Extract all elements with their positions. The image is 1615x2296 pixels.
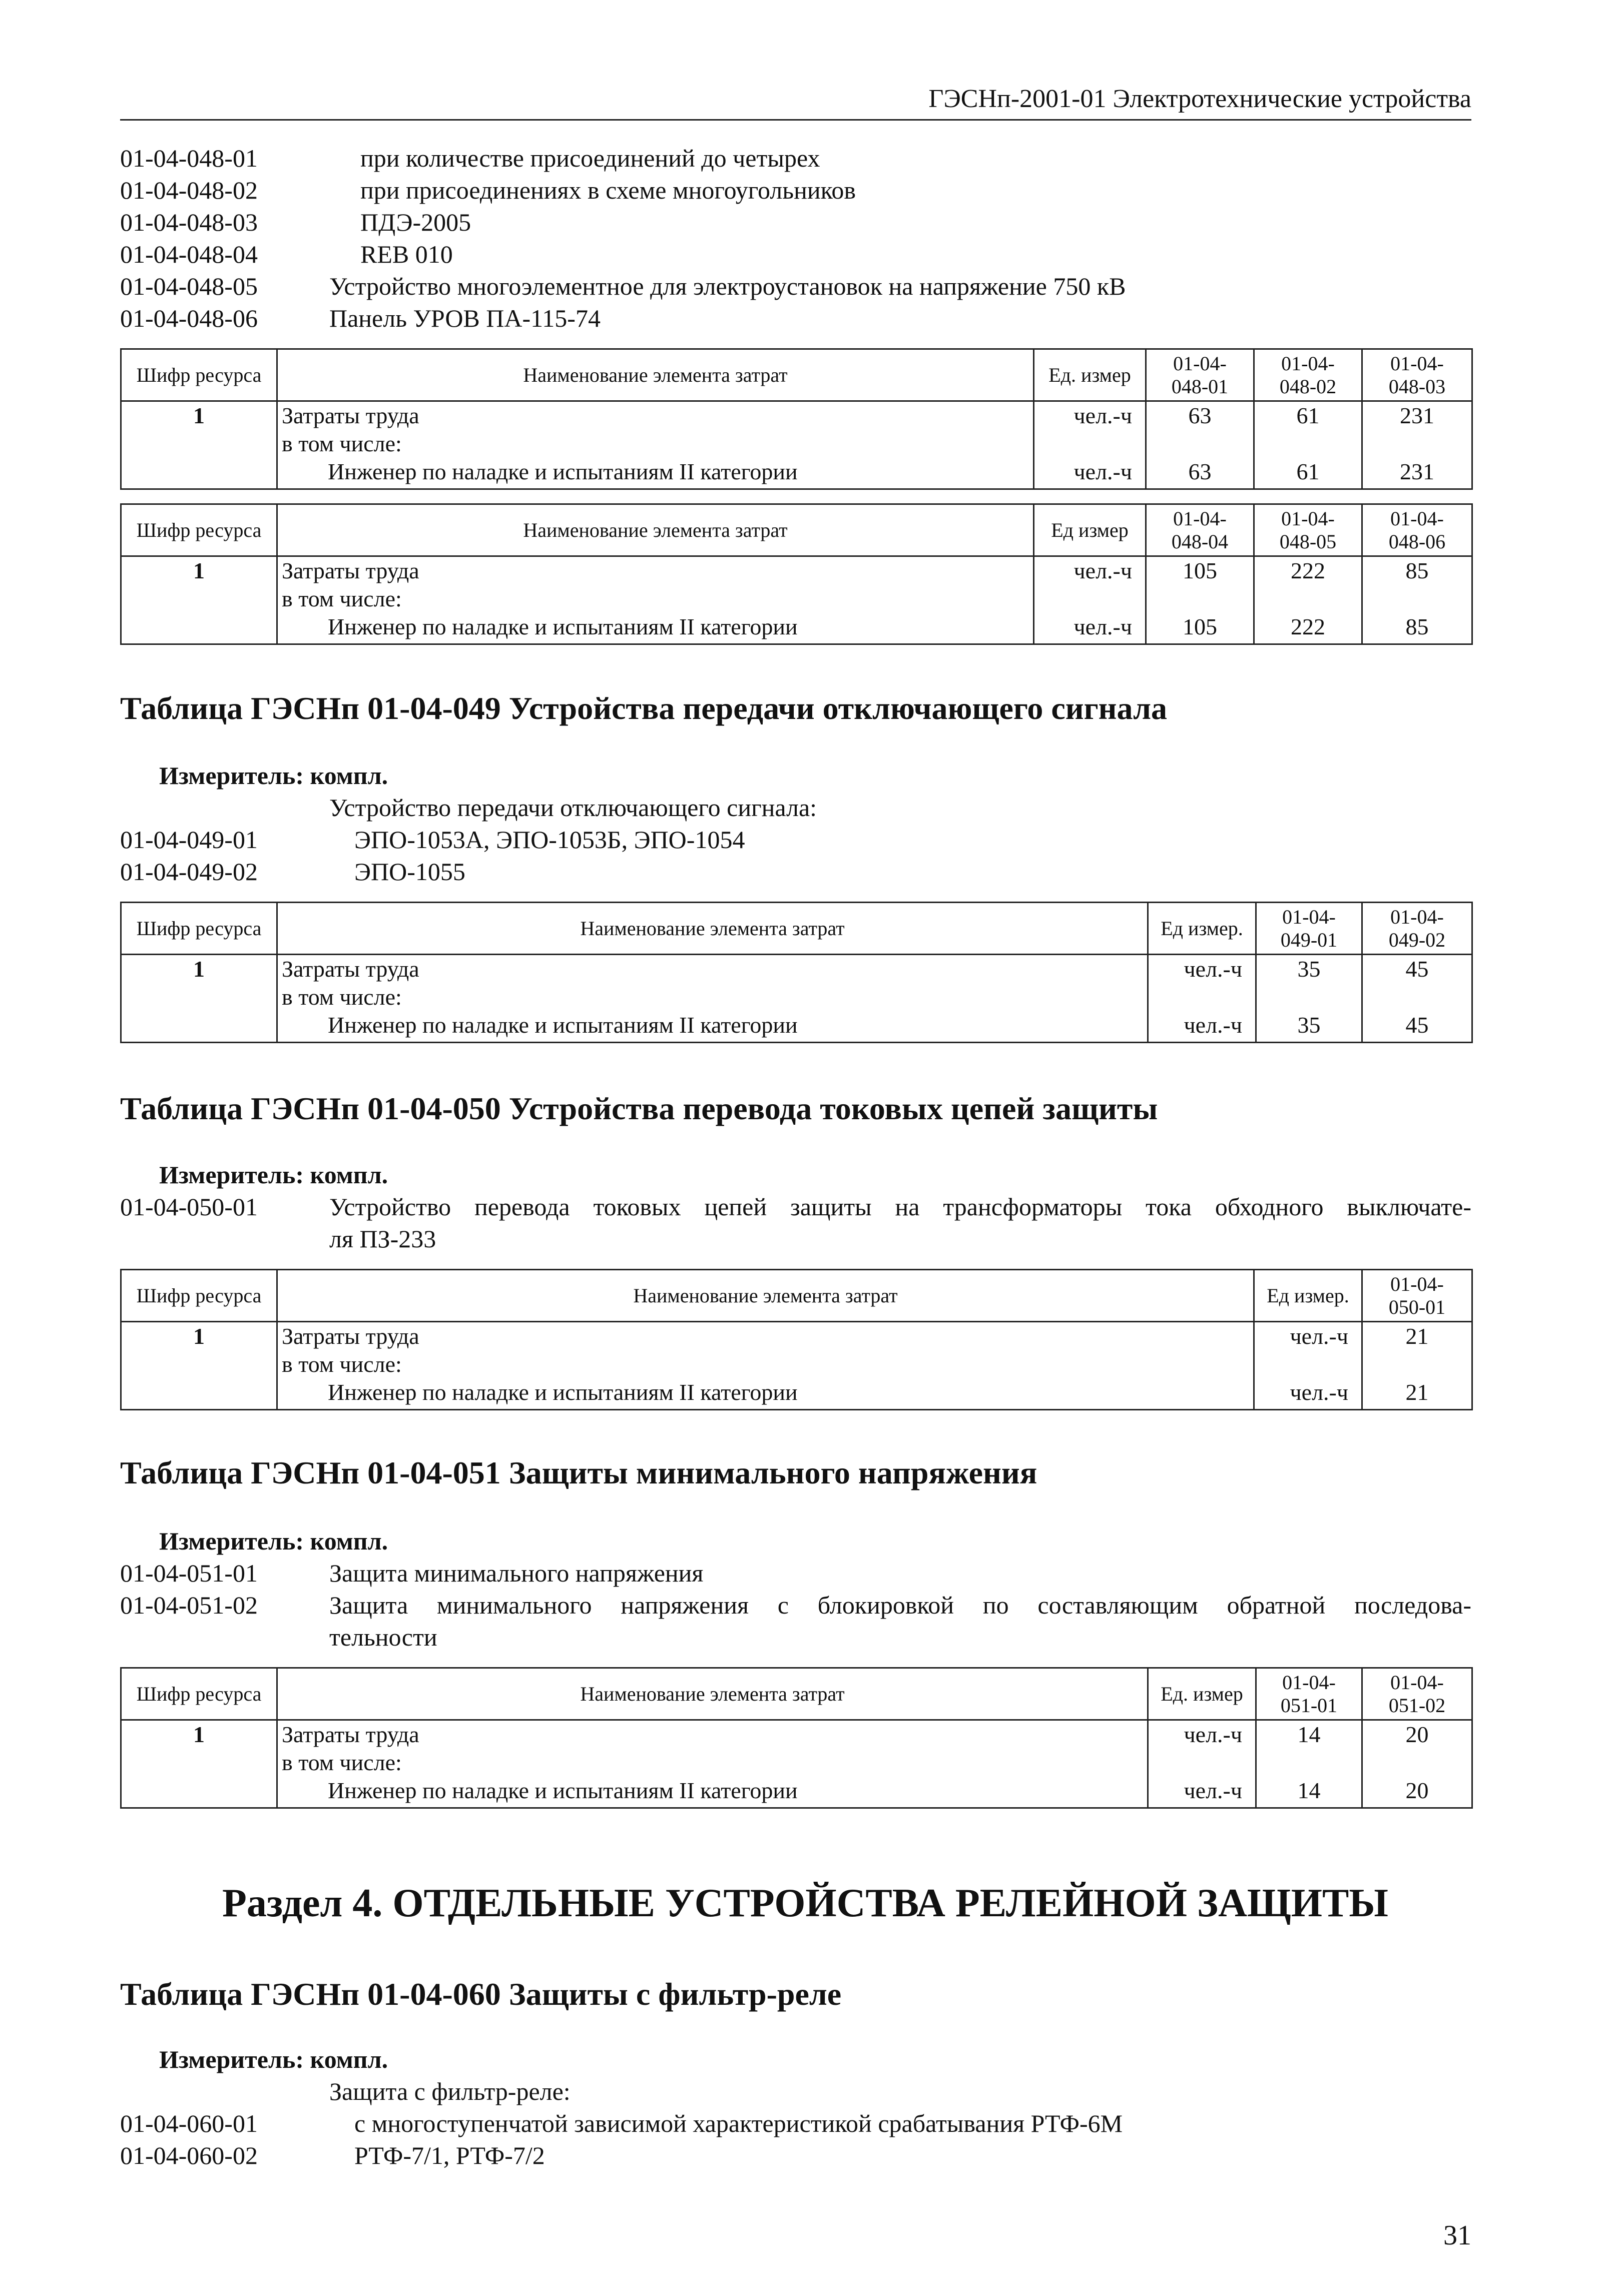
header-norm-code: 01-04- 048-06: [1362, 504, 1472, 556]
header-resource-code: Шифр ресурса: [121, 1668, 277, 1720]
item-code: 01-04-048-06: [120, 304, 258, 332]
item-text: Панель УРОВ ПА-115-74: [329, 304, 601, 332]
header-unit: Ед измер.: [1254, 1270, 1362, 1322]
cell-value: 61 61: [1254, 401, 1362, 489]
header-norm-code: 01-04- 051-02: [1362, 1668, 1472, 1720]
header-cost-element: Наименование элемента затрат: [277, 903, 1148, 955]
header-cost-element: Наименование элемента затрат: [277, 1270, 1254, 1322]
item-text: Защита минимального напряжения: [329, 1559, 704, 1587]
page-number: 31: [1443, 2220, 1471, 2251]
item-text: Устройство перевода токовых цепей защиты на трансформаторы тока обходного выключате-: [329, 1193, 1471, 1221]
item-code: 01-04-051-01: [120, 1559, 258, 1587]
table-title-050: Таблица ГЭСНп 01-04-050 Устройства перевода токовых цепей защиты: [120, 1091, 1158, 1126]
item-code: 01-04-048-01: [120, 144, 258, 172]
item-text: при присоединениях в схеме многоугольников: [360, 176, 856, 204]
header-unit: Ед измер: [1034, 504, 1146, 556]
table-title-049: Таблица ГЭСНп 01-04-049 Устройства передачи отключающего сигнала: [120, 690, 1167, 726]
cell-unit: чел.-ч чел.-ч: [1148, 1720, 1256, 1808]
resource-table-048-a: [120, 348, 1473, 490]
item-code: 01-04-048-05: [120, 272, 258, 300]
header-resource-code: Шифр ресурса: [121, 1270, 277, 1322]
item-code: 01-04-051-02: [120, 1591, 258, 1619]
table-title-060: Таблица ГЭСНп 01-04-060 Защиты с фильтр-реле: [120, 1976, 842, 2012]
resource-table-049: [120, 902, 1473, 1043]
cell-resource-code: 1: [121, 1720, 277, 1808]
item-code: 01-04-048-03: [120, 208, 258, 236]
list-intro: Защита с фильтр-реле:: [329, 2077, 571, 2105]
header-cost-element: Наименование элемента затрат: [277, 349, 1034, 401]
cell-cost-element: Затраты труда в том числе: Инженер по наладке и испытаниям II категории: [277, 1720, 1148, 1808]
header-unit: Ед. измер: [1034, 349, 1146, 401]
item-text-continued: ля ПЗ-233: [329, 1225, 436, 1253]
table-row: [121, 556, 1472, 644]
header-norm-code: 01-04- 051-01: [1256, 1668, 1362, 1720]
cell-cost-element: Затраты труда в том числе: Инженер по наладке и испытаниям II категории: [277, 556, 1034, 644]
item-code: 01-04-049-01: [120, 826, 258, 854]
item-code: 01-04-048-02: [120, 176, 258, 204]
cell-value: 45 45: [1362, 955, 1472, 1043]
cell-value: 85 85: [1362, 556, 1472, 644]
header-norm-code: 01-04- 050-01: [1362, 1270, 1472, 1322]
cell-value: 14 14: [1256, 1720, 1362, 1808]
item-text: при количестве присоединений до четырех: [360, 144, 820, 172]
header-norm-code: 01-04- 048-04: [1146, 504, 1254, 556]
header-cost-element: Наименование элемента затрат: [277, 1668, 1148, 1720]
resource-table-048-b: [120, 503, 1473, 645]
item-text: REB 010: [360, 240, 453, 268]
header-resource-code: Шифр ресурса: [121, 903, 277, 955]
cell-unit: чел.-ч чел.-ч: [1254, 1322, 1362, 1410]
section-title: Раздел 4. ОТДЕЛЬНЫЕ УСТРОЙСТВА РЕЛЕЙНОЙ ЗАЩИТЫ: [222, 1881, 1388, 1925]
item-code: 01-04-049-02: [120, 858, 258, 886]
cell-value: 222 222: [1254, 556, 1362, 644]
cell-unit: чел.-ч чел.-ч: [1034, 401, 1146, 489]
item-text: Защита минимального напряжения с блокировкой по составляющим обратной последова-: [329, 1591, 1471, 1619]
table-row: [121, 1720, 1472, 1808]
resource-table-050: [120, 1269, 1473, 1410]
measure-unit: Измеритель: компл.: [159, 1527, 388, 1555]
resource-table-051: [120, 1667, 1473, 1809]
item-text: ЭПО-1055: [354, 858, 465, 886]
item-text: Устройство многоэлементное для электроустановок на напряжение 750 кВ: [329, 272, 1126, 300]
header-norm-code: 01-04- 049-02: [1362, 903, 1472, 955]
cell-cost-element: Затраты труда в том числе: Инженер по наладке и испытаниям II категории: [277, 1322, 1254, 1410]
cell-unit: чел.-ч чел.-ч: [1034, 556, 1146, 644]
cell-cost-element: Затраты труда в том числе: Инженер по наладке и испытаниям II категории: [277, 401, 1034, 489]
item-text: ПДЭ-2005: [360, 208, 471, 236]
table-row: [121, 401, 1472, 489]
running-header: ГЭСНп-2001-01 Электротехнические устройства: [928, 85, 1471, 113]
header-norm-code: 01-04- 048-03: [1362, 349, 1472, 401]
cell-cost-element: Затраты труда в том числе: Инженер по наладке и испытаниям II категории: [277, 955, 1148, 1043]
cell-value: 20 20: [1362, 1720, 1472, 1808]
header-unit: Ед. измер: [1148, 1668, 1256, 1720]
item-code: 01-04-060-02: [120, 2141, 258, 2169]
cell-resource-code: 1: [121, 556, 277, 644]
cell-unit: чел.-ч чел.-ч: [1148, 955, 1256, 1043]
header-norm-code: 01-04- 048-01: [1146, 349, 1254, 401]
header-resource-code: Шифр ресурса: [121, 349, 277, 401]
item-text: ЭПО-1053А, ЭПО-1053Б, ЭПО-1054: [354, 826, 745, 854]
cell-resource-code: 1: [121, 955, 277, 1043]
measure-unit: Измеритель: компл.: [159, 761, 388, 790]
cell-value: 105 105: [1146, 556, 1254, 644]
item-code: 01-04-060-01: [120, 2109, 258, 2137]
measure-unit: Измеритель: компл.: [159, 2045, 388, 2073]
header-norm-code: 01-04- 049-01: [1256, 903, 1362, 955]
table-row: [121, 955, 1472, 1043]
cell-value: 21 21: [1362, 1322, 1472, 1410]
header-norm-code: 01-04- 048-02: [1254, 349, 1362, 401]
cell-resource-code: 1: [121, 1322, 277, 1410]
cell-resource-code: 1: [121, 401, 277, 489]
header-rule: [120, 119, 1471, 121]
item-text-continued: тельности: [329, 1623, 437, 1651]
table-title-051: Таблица ГЭСНп 01-04-051 Защиты минимального напряжения: [120, 1455, 1037, 1490]
list-intro: Устройство передачи отключающего сигнала:: [329, 794, 817, 822]
header-norm-code: 01-04- 048-05: [1254, 504, 1362, 556]
header-unit: Ед измер.: [1148, 903, 1256, 955]
cell-value: 63 63: [1146, 401, 1254, 489]
cell-value: 35 35: [1256, 955, 1362, 1043]
item-text: с многоступенчатой зависимой характеристикой срабатывания РТФ-6М: [354, 2109, 1123, 2137]
measure-unit: Измеритель: компл.: [159, 1161, 388, 1189]
header-cost-element: Наименование элемента затрат: [277, 504, 1034, 556]
item-code: 01-04-048-04: [120, 240, 258, 268]
cell-value: 231 231: [1362, 401, 1472, 489]
item-text: РТФ-7/1, РТФ-7/2: [354, 2141, 545, 2169]
table-row: [121, 1322, 1472, 1410]
item-code: 01-04-050-01: [120, 1193, 258, 1221]
header-resource-code: Шифр ресурса: [121, 504, 277, 556]
